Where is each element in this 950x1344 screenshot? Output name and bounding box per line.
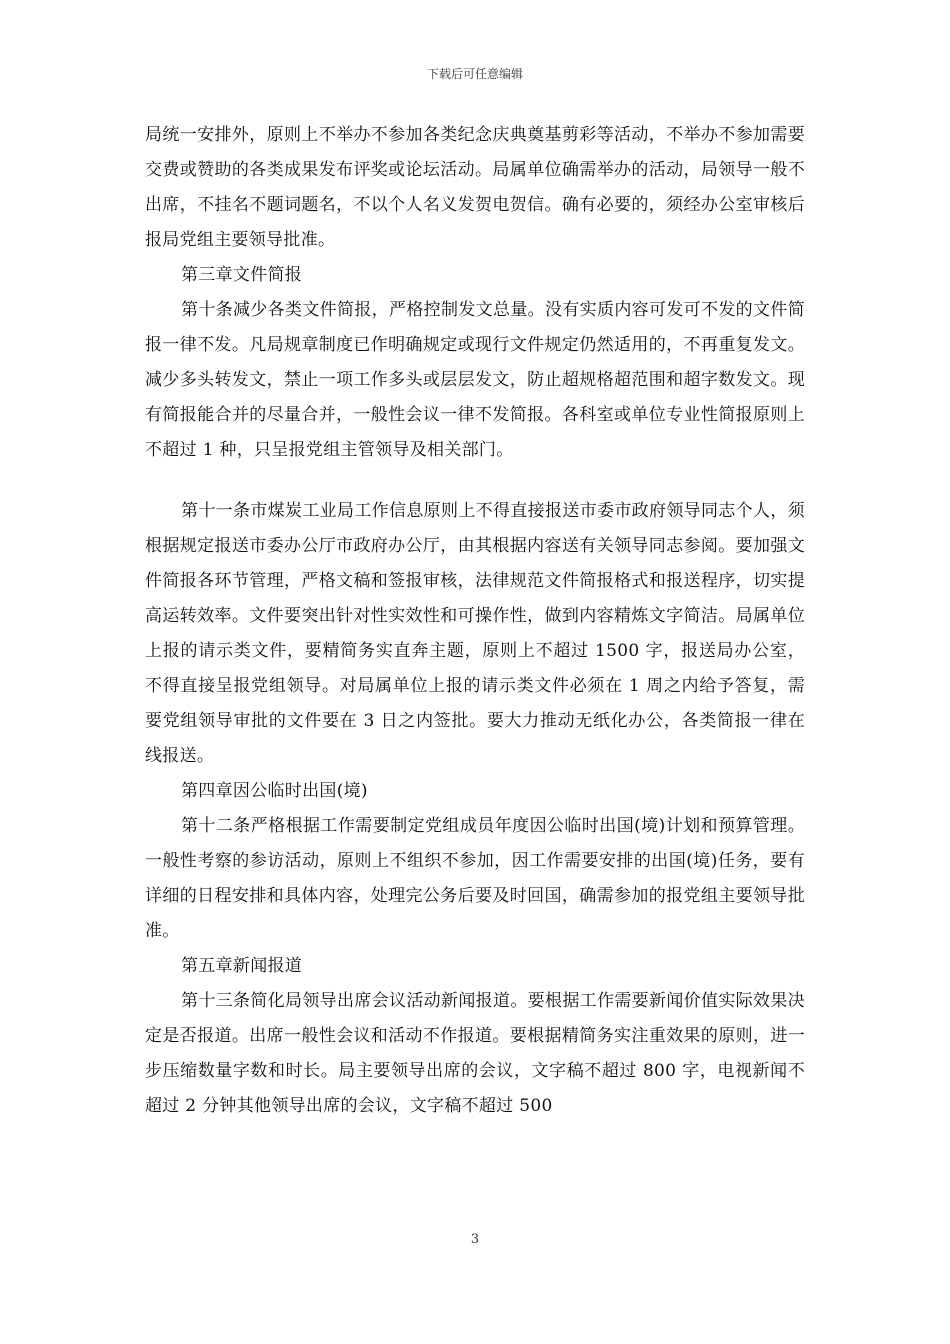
paragraph-continuation: 局统一安排外，原则上不举办不参加各类纪念庆典奠基剪彩等活动，不举办不参加需要交费或赞助的各类成果发布评奖或论坛活动。局属单位确需举办的活动，局领导一般不出席，不挂名不题词题名，不以个人名义发贺电贺信。确有必要的，须经办公室审核后报局党组主要领导批准。 — [145, 125, 805, 250]
article-13: 第十三条简化局领导出席会议活动新闻报道。要根据工作需要新闻价值实际效果决定是否报道。出席一般性会议和活动不作报道。要根据精简务实注重效果的原则，进一步压缩数量字数和时长。局主要领导出席的会议，文字稿不超过 800 字，电视新闻不超过 2 分钟其他领导出席的会议，文字稿不超过 500 — [145, 991, 805, 1116]
page-number: 3 — [470, 1232, 480, 1247]
chapter-5-heading: 第五章新闻报道 — [181, 956, 303, 976]
article-11: 第十一条市煤炭工业局工作信息原则上不得直接报送市委市政府领导同志个人，须根据规定报送市委办公厅市政府办公厅，由其根据内容送有关领导同志参阅。要加强文件简报各环节管理，严格文稿和签报审核，法律规范文件简报格式和报送程序，切实提高运转效率。文件要突出针对性实效性和可操作性，做到内容精炼文字简洁。局属单位上报的请示类文件，要精简务实直奔主题，原则上不超过 1500 字，报送局办公室，不得直接呈报党组领导。对局属单位上报的请示类文件必须在 1 周之内给予答复，需要党组领导审批的文件要在 3 日之内签批。要大力推动无纸化办公，各类简报一律在线报送。 — [145, 501, 805, 766]
document-body — [145, 118, 805, 1124]
page-header-note: 下载后可任意编辑 — [426, 67, 523, 81]
paragraph-gap — [145, 468, 805, 494]
article-12: 第十二条严格根据工作需要制定党组成员年度因公临时出国(境)计划和预算管理。一般性考察的参访活动，原则上不组织不参加，因工作需要安排的出国(境)任务，要有详细的日程安排和具体内容，处理完公务后要及时回国，确需参加的报党组主要领导批准。 — [145, 816, 805, 941]
article-10: 第十条减少各类文件简报，严格控制发文总量。没有实质内容可发可不发的文件简报一律不发。凡局规章制度已作明确规定或现行文件规定仍然适用的，不再重复发文。减少多头转发文，禁止一项工作多头或层层发文，防止超规格超范围和超字数发文。现有简报能合并的尽量合并，一般性会议一律不发简报。各科室或单位专业性简报原则上不超过 1 种，只呈报党组主管领导及相关部门。 — [145, 300, 805, 460]
chapter-3-heading: 第三章文件简报 — [181, 265, 303, 285]
chapter-4-heading: 第四章因公临时出国(境) — [181, 781, 368, 801]
